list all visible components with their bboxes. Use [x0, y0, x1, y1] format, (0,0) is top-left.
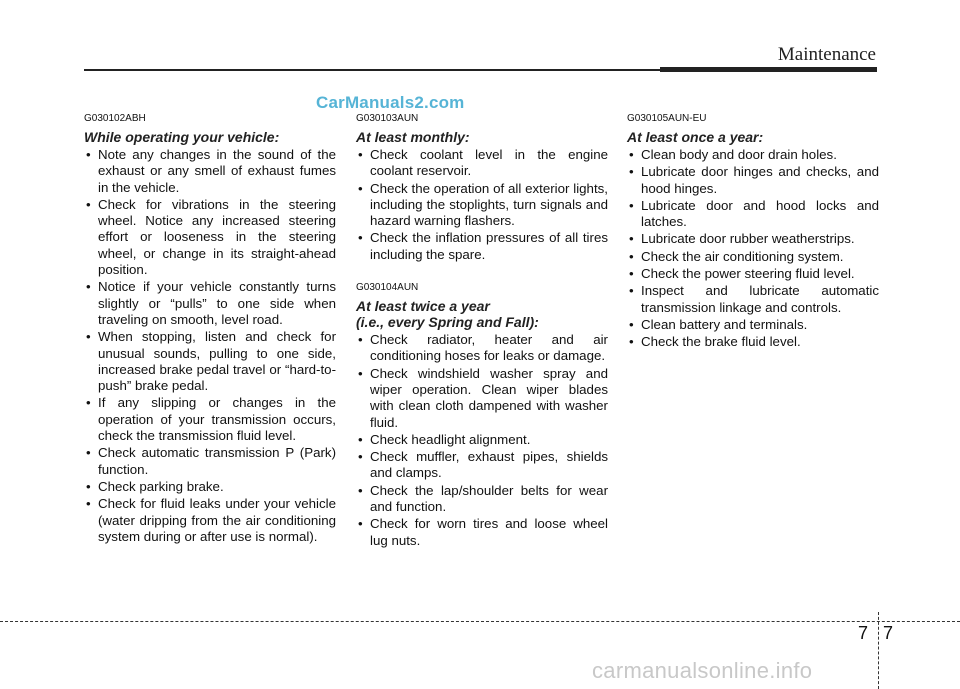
list-item: • Note any changes in the sound of the exhaust or any smell of exhaust fumes in the vehicle. — [84, 147, 336, 196]
list-item: • Notice if your vehicle constantly turns slightly or “pulls” to one side when traveling on smooth, level road. — [84, 279, 336, 328]
section-heading — [84, 129, 336, 145]
list-item: • Check for vibrations in the steering wheel. Notice any increased steering effort or looseness in the steering wheel, or change in its straight-ahead position. — [84, 197, 336, 278]
list-item: • Check radiator, heater and air conditioning hoses for leaks or damage. — [356, 332, 608, 365]
section-heading — [356, 298, 608, 330]
list-item: • Lubricate door and hood locks and latches. — [627, 198, 879, 231]
section-code: G030105AUN-EU — [627, 113, 707, 124]
list-item: • Check coolant level in the engine coolant reservoir. — [356, 147, 608, 180]
list-item: • If any slipping or changes in the operation of your transmission occurs, check the transmission fluid level. — [84, 395, 336, 444]
list-item: • Check for fluid leaks under your vehicle (water dripping from the air conditioning system during or after use is normal). — [84, 496, 336, 545]
list-item: • Check the power steering fluid level. — [627, 266, 879, 282]
section-code: G030104AUN — [356, 282, 419, 294]
list-item: • Check muffler, exhaust pipes, shields and clamps. — [356, 449, 608, 482]
list-item: • Check headlight alignment. — [356, 432, 608, 448]
list-item: • Check the operation of all exterior lights, including the stoplights, turn signals and hazard warning flashers. — [356, 181, 608, 230]
section-heading — [356, 129, 608, 145]
section-heading — [627, 129, 879, 145]
checklist — [627, 147, 879, 351]
list-item: • Check the brake fluid level. — [627, 334, 879, 350]
list-item: • Lubricate door hinges and checks, and hood hinges. — [627, 164, 879, 197]
checklist — [356, 332, 608, 549]
header-rule — [84, 69, 660, 71]
list-item: • Check the inflation pressures of all tires including the spare. — [356, 230, 608, 263]
list-item: • Check parking brake. — [84, 479, 336, 495]
list-item: • Clean body and door drain holes. — [627, 147, 879, 163]
list-item: • Check the lap/shoulder belts for wear and function. — [356, 483, 608, 516]
chapter-number: 7 — [858, 623, 869, 643]
section-title: Maintenance — [777, 44, 876, 65]
watermark-link[interactable]: CarManuals2.com — [316, 93, 465, 112]
checklist — [356, 147, 608, 263]
list-item: • Check the air conditioning system. — [627, 249, 879, 265]
column-3 — [627, 113, 879, 352]
section-code: G030102ABH — [84, 113, 146, 124]
list-item: • Check automatic transmission P (Park) function. — [84, 445, 336, 478]
heading-line: At least twice a year — [356, 298, 490, 315]
section-spacer — [356, 264, 608, 282]
list-item: • Check for worn tires and loose wheel lug nuts. — [356, 516, 608, 549]
heading-line: At least once a year: — [627, 129, 764, 145]
list-item: • Check windshield washer spray and wiper operation. Clean wiper blades with clean cloth dampened with washer fluid. — [356, 366, 608, 431]
heading-line: While operating your vehicle: — [84, 129, 280, 145]
footer-divider — [878, 612, 879, 689]
page-number: 7 — [883, 623, 894, 643]
list-item: • Clean battery and terminals. — [627, 317, 879, 333]
footer-rule — [0, 621, 960, 622]
header-rule-accent — [660, 67, 877, 72]
column-1 — [84, 113, 336, 546]
checklist — [84, 147, 336, 545]
list-item: • Lubricate door rubber weatherstrips. — [627, 231, 879, 247]
heading-line: (i.e., every Spring and Fall): — [356, 314, 539, 331]
heading-line: At least monthly: — [356, 129, 470, 145]
list-item: • Inspect and lubricate automatic transmission linkage and controls. — [627, 283, 879, 316]
column-2 — [356, 113, 608, 550]
section-code: G030103AUN — [356, 113, 419, 124]
footer-watermark-link[interactable]: carmanualsonline.info — [592, 658, 813, 683]
list-item: • When stopping, listen and check for unusual sounds, pulling to one side, increased brake pedal travel or “hard-to-push” brake pedal. — [84, 329, 336, 394]
